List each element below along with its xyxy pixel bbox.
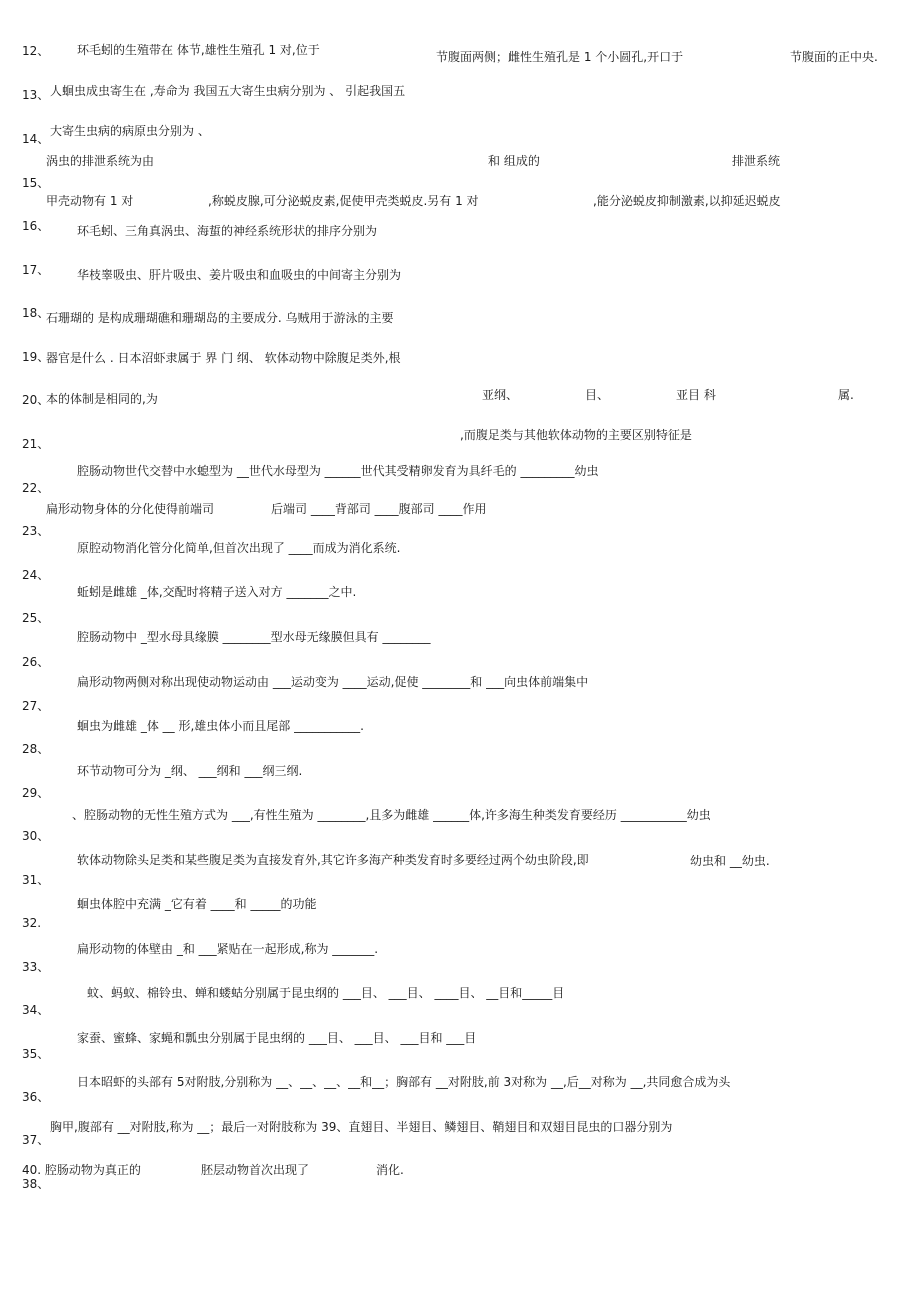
question-number: 26、 (22, 655, 50, 669)
question-number: 21、 (22, 437, 50, 451)
question-text: 大寄生虫病的病原虫分别为 、 (50, 124, 210, 138)
question-text: 器官是什么 . 日本沼虾隶属于 界 门 纲、 软体动物中除腹足类外,根 (46, 351, 401, 365)
question-text: 蛔虫体腔中充满 _它有着 ____和 _____的功能 (77, 897, 317, 911)
question-number: 19、 (22, 350, 50, 364)
question-number: 23、 (22, 524, 50, 538)
question-number: 13、 (22, 88, 50, 102)
question-text: 本的体制是相同的,为 (46, 392, 158, 406)
question-text: 扁形动物两侧对称出现使动物运动由 ___运动变为 ____运动,促使 ________和 ___向虫体前端集中 (77, 675, 589, 689)
question-number: 34、 (22, 1003, 50, 1017)
question-text: 节腹面两侧；雌性生殖孔是 1 个小圆孔,开口于 (436, 50, 684, 64)
question-text: 幼虫和 __幼虫. (690, 854, 770, 868)
question-text: 环节动物可分为 _纲、 ___纲和 ___纲三纲. (77, 764, 303, 778)
question-text: 日本昭虾的头部有 5对附肢,分别称为 __、__、__、__和__；胸部有 __对附肢,前 3对称为 __,后__对称为 __,共同愈合成为头 (77, 1075, 731, 1089)
question-number: 20、 (22, 393, 50, 407)
question-number: 35、 (22, 1047, 50, 1061)
question-text: 环毛蚓的生殖带在 体节,雄性生殖孔 1 对,位于 (77, 43, 320, 57)
question-text: 人蛔虫成虫寄生在 ,寿命为 我国五大寄生虫病分别为 、 引起我国五 (50, 84, 406, 98)
question-number: 17、 (22, 263, 50, 277)
question-text: 亚目 科 (676, 388, 716, 402)
question-number: 22、 (22, 481, 50, 495)
question-text: 腔肠动物中 _型水母具缘膜 ________型水母无缘膜但具有 ________ (77, 630, 431, 644)
question-text: 消化. (376, 1163, 404, 1177)
question-text: 目、 (585, 388, 610, 402)
question-number: 18、 (22, 306, 50, 320)
question-number: 24、 (22, 568, 50, 582)
question-text: 华枝睾吸虫、肝片吸虫、姜片吸虫和血吸虫的中间寄主分别为 (77, 268, 402, 282)
question-number: 38、 (22, 1177, 50, 1191)
question-text: 40. 腔肠动物为真正的 (22, 1163, 141, 1177)
question-number: 36、 (22, 1090, 50, 1104)
question-number: 32. (22, 916, 42, 930)
question-text: 蚊、蚂蚁、棉铃虫、蝉和蝼蛄分别属于昆虫纲的 ___目、 ___目、 ____目、 __目和_____目 (87, 986, 565, 1000)
question-number: 16、 (22, 219, 50, 233)
question-number: 14、 (22, 132, 50, 146)
question-text: 亚纲、 (482, 388, 519, 402)
question-text: 胚层动物首次出现了 (201, 1163, 310, 1177)
question-number: 12、 (22, 44, 50, 58)
question-number: 37、 (22, 1133, 50, 1147)
question-text: ,而腹足类与其他软体动物的主要区别特征是 (460, 428, 692, 442)
question-text: 、腔肠动物的无性生殖方式为 ___,有性生殖为 ________,且多为雌雄 ______体,许多海生种类发育要经历 ___________幼虫 (72, 808, 711, 822)
question-number: 30、 (22, 829, 50, 843)
question-text: 后端司 ____背部司 ____腹部司 ____作用 (271, 502, 487, 516)
question-text: 原腔动物消化管分化简单,但首次出现了 ____而成为消化系统. (77, 541, 401, 555)
question-text: 软体动物除头足类和某些腹足类为直接发育外,其它许多海产种类发育时多要经过两个幼虫阶段,即 (77, 853, 589, 867)
question-number: 29、 (22, 786, 50, 800)
question-number: 33、 (22, 960, 50, 974)
question-number: 15、 (22, 176, 50, 190)
question-text: 石珊瑚的 是构成珊瑚礁和珊瑚岛的主要成分. 乌贼用于游泳的主要 (46, 311, 394, 325)
question-text: 扁形动物身体的分化使得前端司 (46, 502, 215, 516)
question-text: 和 组成的 (488, 154, 540, 168)
question-text: 属. (838, 388, 854, 402)
question-text: 排泄系统 (732, 154, 781, 168)
question-text: ,能分泌蜕皮抑制激素,以抑延迟蜕皮 (593, 194, 781, 208)
question-text: 蛔虫为雌雄 _体 __ 形,雄虫体小而且尾部 ___________. (77, 719, 364, 733)
question-text: 环毛蚓、三角真涡虫、海蜇的神经系统形状的排序分别为 (77, 224, 378, 238)
question-text: 胸甲,腹部有 __对附肢,称为 __；最后一对附肢称为 39、直翅目、半翅目、鳞翅目、鞘翅目和双翅目昆虫的口器分别为 (50, 1120, 673, 1134)
question-text: 家蚕、蜜蜂、家蝇和瓢虫分别属于昆虫纲的 ___目、 ___目、 ___目和 ___目 (77, 1031, 477, 1045)
question-number: 25、 (22, 611, 50, 625)
question-number: 31、 (22, 873, 50, 887)
question-number: 28、 (22, 742, 50, 756)
question-text: 节腹面的正中央. (790, 50, 878, 64)
question-number: 27、 (22, 699, 50, 713)
question-text: 涡虫的排泄系统为由 (46, 154, 155, 168)
question-text: 蚯蚓是雌雄 _体,交配时将精子送入对方 _______之中. (77, 585, 357, 599)
question-text: 扁形动物的体壁由 _和 ___紧贴在一起形成,称为 _______. (77, 942, 379, 956)
question-text: 甲壳动物有 1 对 (46, 194, 134, 208)
question-text: 腔肠动物世代交替中水螅型为 __世代水母型为 ______世代其受精卵发育为具纤毛的 _________幼虫 (77, 464, 599, 478)
question-text: ,称蜕皮腺,可分泌蜕皮素,促使甲壳类蜕皮.另有 1 对 (208, 194, 479, 208)
